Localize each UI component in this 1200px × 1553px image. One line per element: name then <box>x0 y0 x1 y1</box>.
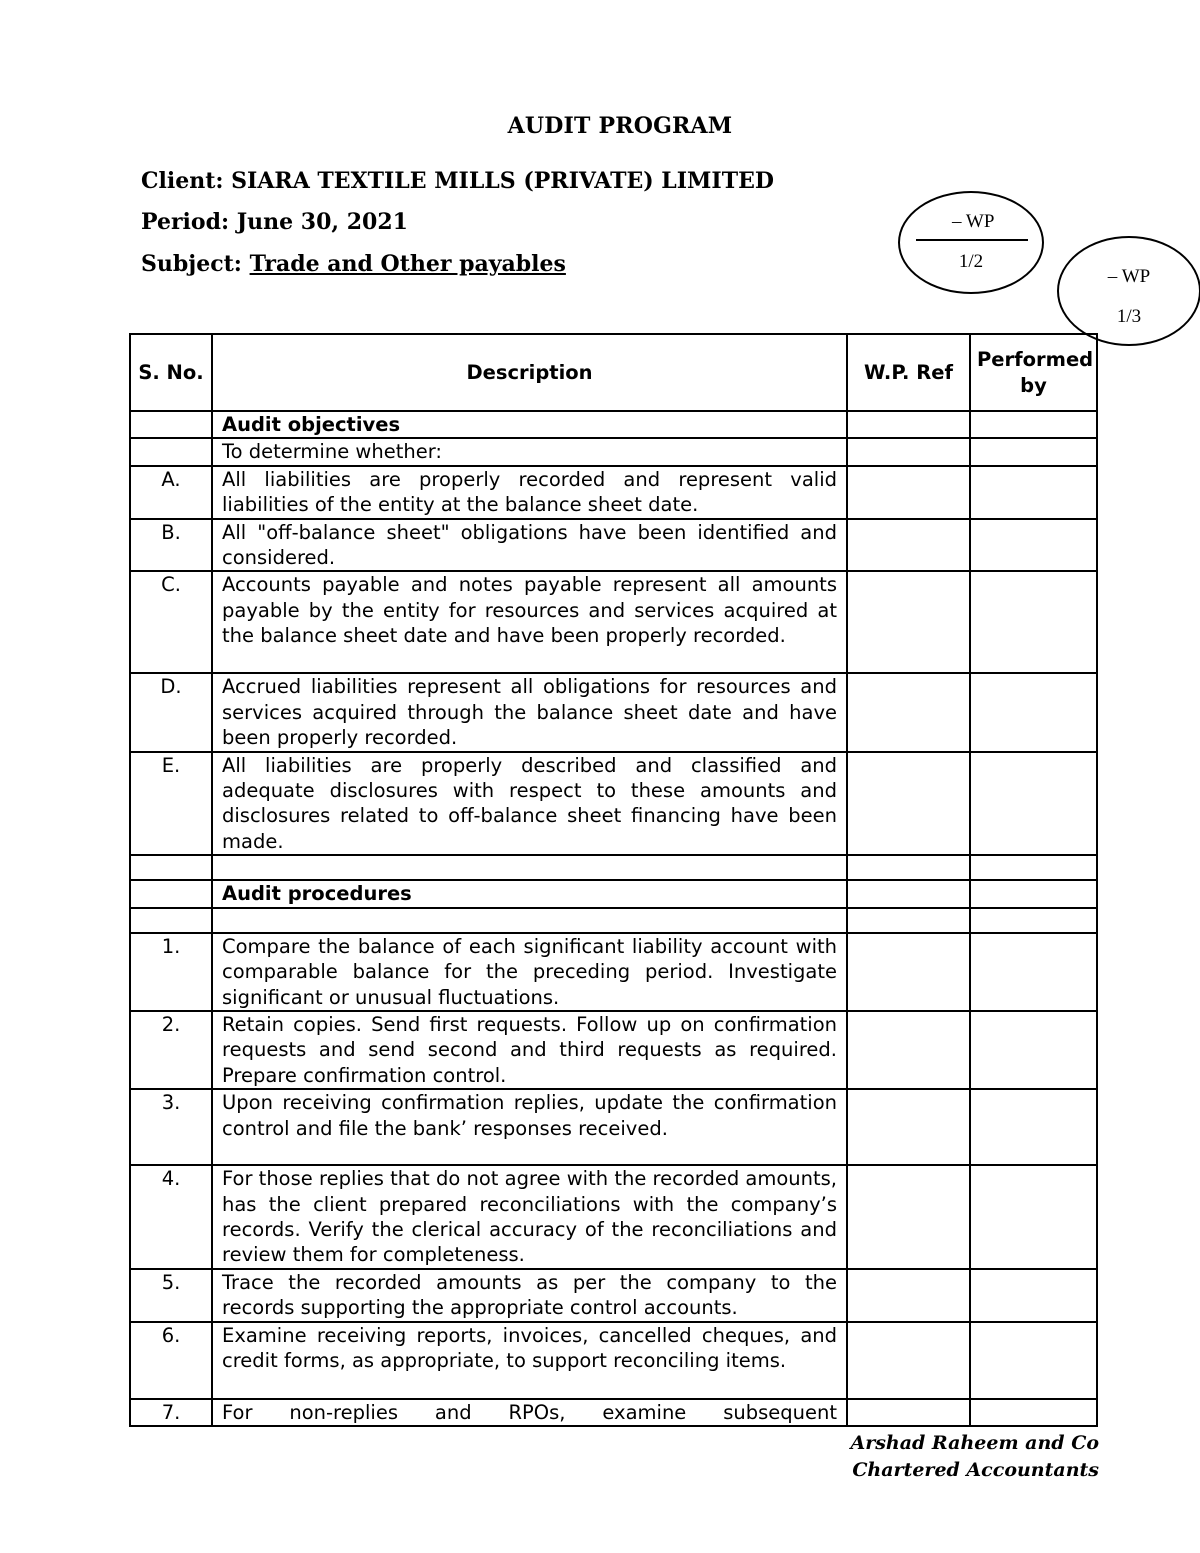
wp-ref-stamp-2-top: – WP <box>1107 266 1151 287</box>
wp-ref-cell <box>847 855 970 880</box>
section-heading: Audit procedures <box>212 880 847 907</box>
wp-ref-stamp-2-bottom: 1/3 <box>1116 306 1142 327</box>
row-sno: E. <box>130 752 212 856</box>
row-sno: 4. <box>130 1165 212 1269</box>
row-description: For those replies that do not agree with the recorded amounts, has the client prepared reconciliations with the company’s records. Verify the clerical accuracy of the reconciliations and review them for completeness. <box>212 1165 847 1269</box>
performed-by-cell <box>970 1322 1097 1399</box>
client-line <box>141 168 774 194</box>
table-row <box>130 519 1097 572</box>
wp-ref-cell <box>847 673 970 751</box>
row-description: All liabilities are properly described and classified and adequate disclosures with respect to these amounts and disclosures related to off-balance sheet financing have been made. <box>212 752 847 856</box>
wp-ref-cell <box>847 1165 970 1269</box>
row-sno <box>130 438 212 465</box>
wp-ref-stamp-1-top: – WP <box>952 211 995 232</box>
row-description: Compare the balance of each significant liability account with comparable balance for the preceding period. Investigate significant or unusual fluctuations. <box>212 933 847 1011</box>
row-description: To determine whether: <box>212 438 847 465</box>
wp-ref-cell <box>847 1269 970 1322</box>
wp-ref-cell <box>847 1399 970 1426</box>
row-description: Trace the recorded amounts as per the company to the records supporting the appropriate control accounts. <box>212 1269 847 1322</box>
table-row <box>130 1399 1097 1426</box>
row-sno: C. <box>130 571 212 673</box>
performed-by-cell <box>970 933 1097 1011</box>
table-row <box>130 466 1097 519</box>
table-row <box>130 1322 1097 1399</box>
row-sno: B. <box>130 519 212 572</box>
row-sno: 7. <box>130 1399 212 1426</box>
row-description: All "off-balance sheet" obligations have been identified and considered. <box>212 519 847 572</box>
page-title: AUDIT PROGRAM <box>507 113 733 139</box>
table-header-row <box>130 334 1097 411</box>
table-row <box>130 1165 1097 1269</box>
row-sno: 1. <box>130 933 212 1011</box>
row-sno: D. <box>130 673 212 751</box>
performed-by-cell <box>970 855 1097 880</box>
wp-ref-cell <box>847 880 970 907</box>
row-description: Upon receiving confirmation replies, update the confirmation control and file the bank’ responses received. <box>212 1089 847 1165</box>
subject-label: Subject: <box>141 251 242 277</box>
table-row <box>130 933 1097 1011</box>
performed-by-cell <box>970 571 1097 673</box>
row-sno: 5. <box>130 1269 212 1322</box>
client-value: SIARA TEXTILE MILLS (PRIVATE) LIMITED <box>231 168 774 194</box>
section-heading: Audit objectives <box>212 411 847 438</box>
table-row <box>130 752 1097 856</box>
row-description: Examine receiving reports, invoices, cancelled cheques, and credit forms, as appropriate, to support reconciling items. <box>212 1322 847 1399</box>
wp-ref-cell <box>847 1011 970 1089</box>
performed-by-cell <box>970 1089 1097 1165</box>
wp-ref-stamp-1 <box>898 191 1044 294</box>
row-sno <box>130 880 212 907</box>
table-row <box>130 438 1097 465</box>
table-row <box>130 411 1097 438</box>
firm-designation: Chartered Accountants <box>852 1459 1099 1481</box>
firm-name: Arshad Raheem and Co <box>850 1432 1099 1454</box>
performed-by-cell <box>970 411 1097 438</box>
table-row <box>130 855 1097 880</box>
footer-signature-block <box>850 1430 1099 1484</box>
row-description: For non-replies and RPOs, examine subsequent <box>212 1399 847 1426</box>
row-sno: 2. <box>130 1011 212 1089</box>
wp-ref-cell <box>847 411 970 438</box>
period-value: June 30, 2021 <box>236 209 408 235</box>
wp-ref-cell <box>847 438 970 465</box>
row-description <box>212 855 847 880</box>
wp-ref-cell <box>847 908 970 933</box>
wp-ref-cell <box>847 466 970 519</box>
wp-ref-cell <box>847 519 970 572</box>
table-row <box>130 908 1097 933</box>
wp-ref-stamp-1-bottom: 1/2 <box>958 251 984 272</box>
performed-by-cell <box>970 908 1097 933</box>
table-row <box>130 1011 1097 1089</box>
client-label: Client: <box>141 168 224 194</box>
performed-by-cell <box>970 438 1097 465</box>
performed-by-cell <box>970 880 1097 907</box>
performed-by-cell <box>970 519 1097 572</box>
wp-ref-cell <box>847 1089 970 1165</box>
wp-ref-cell <box>847 752 970 856</box>
table-row <box>130 1089 1097 1165</box>
performed-by-cell <box>970 673 1097 751</box>
row-description <box>212 908 847 933</box>
audit-program-table <box>129 333 1098 1427</box>
performed-by-cell <box>970 466 1097 519</box>
row-sno: A. <box>130 466 212 519</box>
performed-by-cell <box>970 1269 1097 1322</box>
wp-ref-cell <box>847 571 970 673</box>
wp-ref-stamp-1-divider <box>916 239 1028 241</box>
header-sno: S. No. <box>130 334 212 411</box>
row-sno: 6. <box>130 1322 212 1399</box>
row-sno <box>130 855 212 880</box>
table-row <box>130 571 1097 673</box>
wp-ref-stamp-2 <box>1057 236 1200 346</box>
subject-value: Trade and Other payables <box>249 251 566 277</box>
performed-by-cell <box>970 752 1097 856</box>
subject-line <box>141 251 566 277</box>
row-description: Accounts payable and notes payable represent all amounts payable by the entity for resources and services acquired at the balance sheet date and have been properly recorded. <box>212 571 847 673</box>
performed-by-cell <box>970 1165 1097 1269</box>
wp-ref-cell <box>847 1322 970 1399</box>
row-description: All liabilities are properly recorded and represent valid liabilities of the entity at the balance sheet date. <box>212 466 847 519</box>
performed-by-cell <box>970 1011 1097 1089</box>
wp-ref-cell <box>847 933 970 1011</box>
header-wp-ref: W.P. Ref <box>847 334 970 411</box>
period-label: Period: <box>141 209 230 235</box>
table-row <box>130 673 1097 751</box>
row-sno <box>130 411 212 438</box>
period-line <box>141 209 408 235</box>
table-row <box>130 1269 1097 1322</box>
table-row <box>130 880 1097 907</box>
header-description: Description <box>212 334 847 411</box>
row-description: Retain copies. Send first requests. Follow up on confirmation requests and send second and third requests as required. Prepare confirmation control. <box>212 1011 847 1089</box>
row-sno: 3. <box>130 1089 212 1165</box>
row-sno <box>130 908 212 933</box>
header-performed-by: Performed by <box>970 334 1097 411</box>
performed-by-cell <box>970 1399 1097 1426</box>
row-description: Accrued liabilities represent all obligations for resources and services acquired through the balance sheet date and have been properly recorded. <box>212 673 847 751</box>
